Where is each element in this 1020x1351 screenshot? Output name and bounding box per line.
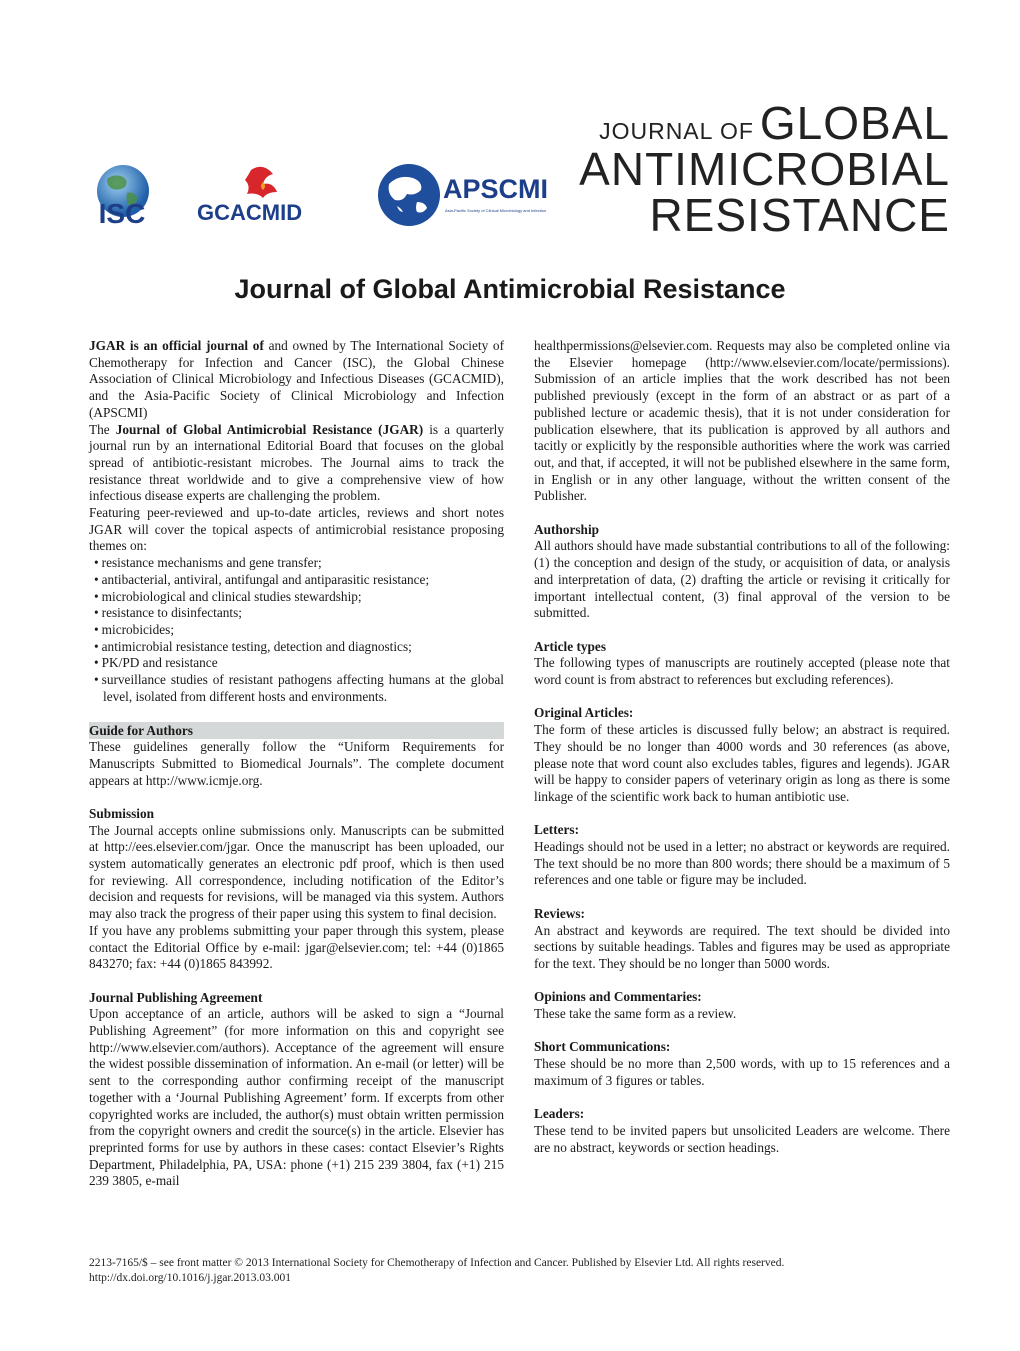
- apscmi-logo: [375, 162, 570, 228]
- publishing-agreement-heading: Journal Publishing Agreement: [89, 989, 263, 1005]
- short-communications-text: These should be no more than 2,500 words, with up to 15 references and a maximum of 3 figures or tables.: [534, 1056, 950, 1088]
- gcacmid-logo-text: GCACMID: [197, 200, 303, 225]
- theme-item: • resistance to disinfectants;: [89, 605, 504, 622]
- masthead-journal-of: JOURNAL OF: [599, 118, 754, 144]
- apscmi-logo-subtitle: Asia-Pacific Society of Clinical Microbiology and Infection: [445, 208, 547, 213]
- theme-item: • antimicrobial resistance testing, detection and diagnostics;: [89, 639, 504, 656]
- opinions-heading: Opinions and Commentaries:: [534, 989, 702, 1005]
- submission-heading: Submission: [89, 805, 155, 821]
- intro-text: and owned by The International Society of Chemotherapy for Infection and Cancer (ISC), the Global Chinese Association of Clinical Microbiology and Infectious Diseases (GCACMID), and the Asia-Pacific Society of Clinical Microbiology and Infection (APSCMI): [89, 338, 504, 420]
- gcacmid-logo: [193, 162, 335, 228]
- opinions-text: These take the same form as a review.: [534, 1006, 737, 1022]
- leaders-text: These tend to be invited papers but unsolicited Leaders are welcome. There are no abstract, keywords or section headings.: [534, 1122, 950, 1155]
- reviews-text: An abstract and keywords are required. The text should be divided into sections by suitable headings. Tables and figures may be used as appropriate for the text. They should be no longer than 5000 words.: [534, 922, 950, 971]
- submission-contact-text: If you have any problems submitting your paper through this system, please contact the Editorial Office by e-mail: jgar@elsevier.com; tel: +44 (0)1865 843270; fax: +44 (0)1865 843992.: [89, 922, 504, 972]
- letters-text: Headings should not be used in a letter; no abstract or keywords are required. The text should be no more than 800 words; there should be a maximum of 5 references and one table or figure may be included.: [534, 839, 950, 888]
- short-communications-heading: Short Communications:: [534, 1039, 671, 1055]
- leaders-heading: Leaders:: [534, 1106, 585, 1122]
- theme-item: • antibacterial, antiviral, antifungal and antiparasitic resistance;: [89, 572, 504, 589]
- apscmi-logo-text: APSCMI: [443, 174, 549, 204]
- article-types-heading: Article types: [534, 638, 606, 654]
- description-paragraph: [89, 422, 504, 506]
- isc-logo: [83, 163, 161, 227]
- authorship-heading: Authorship: [534, 521, 600, 537]
- masthead-antimicrobial: ANTIMICROBIAL: [579, 143, 950, 195]
- footer: [89, 1256, 784, 1286]
- original-articles-heading: Original Articles:: [534, 705, 634, 721]
- description-journal-name: Journal of Global Antimicrobial Resistance (JGAR): [115, 421, 424, 437]
- page-title: Journal of Global Antimicrobial Resistance: [234, 274, 786, 304]
- intro-bold: JGAR is an official journal of: [89, 338, 264, 353]
- original-articles-text: The form of these articles is discussed fully below; an abstract is required. They should be no longer than 4000 words and 30 references (as above, please note that word count also excludes tables, figures and legends). JGAR will be happy to consider papers of veterinary origin as long as there is some linkage of the scientific work back to human antibiotic use.: [534, 722, 950, 804]
- letters-heading: Letters:: [534, 822, 580, 838]
- reviews-heading: Reviews:: [534, 905, 585, 921]
- guide-text: These guidelines generally follow the “Uniform Requirements for Manuscripts Submitted to Biomedical Journals”. The complete document appears at http://www.icmje.org.: [89, 739, 504, 788]
- article-types-text: The following types of manuscripts are routinely accepted (please note that word count is from abstract to references but excluding references).: [534, 655, 950, 688]
- theme-item: • microbicides;: [89, 622, 504, 639]
- right-column: [534, 338, 950, 1156]
- submission-text: The Journal accepts online submissions only. Manuscripts can be submitted at http://ees.elsevier.com/jgar. Once the manuscript has been uploaded, our system automatically generates an electronic pdf proof, which is then used for reviewing. All correspondence, including notification of the Editor’s decision and requests for revisions, will be managed via this system. Authors may also track the progress of their paper using this system to final decision.: [89, 822, 504, 922]
- masthead-global: GLOBAL: [759, 97, 950, 149]
- continued-text: healthpermissions@elsevier.com. Requests may also be completed online via the Elsevier homepage (http://www.elsevier.com/locate/permissions). Submission of an article implies that the work described has not been published previously (except in the form of an abstract or as part of a published lecture or academic thesis), that it is not under consideration for publication elsewhere, that its publication is approved by all authors and tacitly or explicitly by the responsible authorities where the work was carried out, and that, if accepted, it will not be published elsewhere in the same form, in English or in any other language, without the written consent of the Publisher.: [534, 338, 950, 504]
- publishing-agreement-text: Upon acceptance of an article, authors will be asked to sign a “Journal Publishing Agreement” (for more information on this and copyright see http://www.elsevier.com/authors). Acceptance of the agreement will ensure the widest possible dissemination of information. An e-mail (or letter) will be sent to the corresponding author confirming receipt of the manuscript together with a ‘Journal Publishing Agreement’ form. If excerpts from other copyrighted works are included, the author(s) must obtain written permission from the copyright owners and credit the source(s) in the article. Elsevier has preprinted forms for use by authors in these cases: contact Elsevier’s Rights Department, Philadelphia, PA, USA: phone (+1) 215 239 3804, fax (+1) 215 239 3805, e-mail: [89, 1006, 504, 1189]
- doi-link[interactable]: http://dx.doi.org/10.1016/j.jgar.2013.03.001: [89, 1272, 291, 1284]
- description-text: is a quarterly journal run by an international Editorial Board that focuses on the global spread of antibiotic-resistant microbes. The Journal aims to track the resistance threat worldwide and to give a comprehensive view of how infectious disease experts are challenging the problem.: [89, 421, 504, 504]
- authorship-text: All authors should have made substantial contributions to all of the following: (1) the conception and design of the study, or acquisition of data, or analysis and interpretation of data, (2) drafting the article or revising it critically for important intellectual content, (3) final approval of the version to be submitted.: [534, 538, 950, 621]
- theme-item: • microbiological and clinical studies stewardship;: [89, 589, 504, 606]
- journal-masthead: [579, 97, 950, 241]
- left-column: [89, 338, 504, 1190]
- masthead-resistance: RESISTANCE: [649, 189, 950, 241]
- themes-list: [89, 555, 504, 705]
- isc-logo-text: ISC: [98, 198, 146, 227]
- theme-item: • resistance mechanisms and gene transfer;: [89, 555, 504, 572]
- intro-paragraph: [89, 338, 504, 422]
- copyright-line: 2213-7165/$ – see front matter © 2013 International Society for Chemotherapy of Infection and Cancer. Published by Elsevier Ltd. All rights reserved.: [89, 1257, 785, 1269]
- description-pre: The: [89, 421, 116, 437]
- theme-item: • surveillance studies of resistant pathogens affecting humans at the global level, isolated from different hosts and environments.: [89, 672, 504, 705]
- guide-for-authors-heading: Guide for Authors: [89, 722, 504, 739]
- themes-intro: Featuring peer-reviewed and up-to-date articles, reviews and short notes JGAR will cover the topical aspects of antimicrobial resistance proposing themes on:: [89, 505, 504, 554]
- theme-item: • PK/PD and resistance: [89, 655, 504, 672]
